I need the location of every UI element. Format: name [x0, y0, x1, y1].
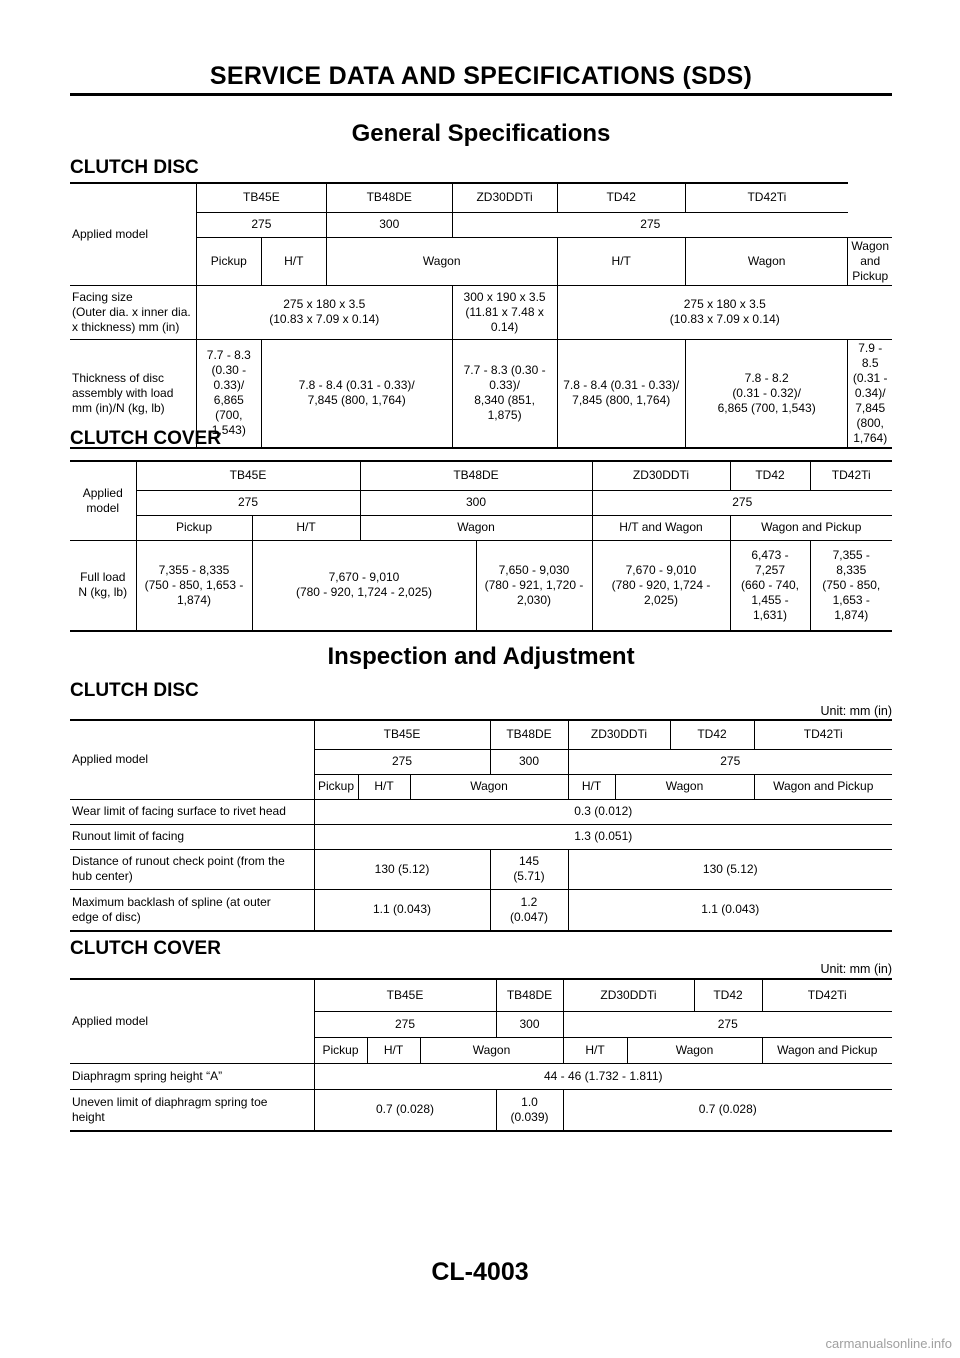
inspection-clutch-disc-heading: CLUTCH DISC — [70, 680, 199, 701]
thickness-value: 7.7 - 8.3 (0.30 - 0.33)/ 6,865 (700, 1,543) — [196, 339, 261, 448]
size-cell: 275 — [592, 490, 892, 515]
model-cell: TD42 — [670, 720, 754, 749]
model-cell: ZD30DDTi — [568, 720, 670, 749]
model-cell: TB45E — [314, 720, 490, 749]
inspection-clutch-cover-table — [70, 978, 892, 1132]
general-clutch-cover-table — [70, 460, 892, 632]
body-cell: Wagon — [326, 237, 557, 285]
size-cell: 275 — [563, 1011, 892, 1037]
full-load-value: 7,670 - 9,010 (780 - 920, 1,724 - 2,025) — [592, 540, 730, 631]
facing-size-value: 275 x 180 x 3.5 (10.83 x 7.09 x 0.14) — [196, 285, 452, 339]
spec-value: 0.7 (0.028) — [314, 1089, 496, 1131]
body-cell: Pickup — [136, 515, 252, 540]
inspection-title: Inspection and Adjustment — [327, 643, 635, 670]
model-cell: TD42 — [694, 979, 762, 1011]
spec-label: Diaphragm spring height “A” — [70, 1063, 314, 1089]
model-cell: TB45E — [136, 461, 360, 490]
model-cell: TD42Ti — [810, 461, 892, 490]
model-cell: TD42Ti — [685, 183, 848, 212]
body-cell: Wagon — [410, 774, 568, 799]
size-cell: 300 — [496, 1011, 563, 1037]
model-cell: ZD30DDTi — [592, 461, 730, 490]
model-cell: TB45E — [314, 979, 496, 1011]
thickness-value: 7.7 - 8.3 (0.30 - 0.33)/ 8,340 (851, 1,875) — [452, 339, 557, 448]
body-cell: Wagon — [685, 237, 848, 285]
page-number: CL-4003 — [431, 1258, 529, 1286]
spec-value: 0.7 (0.028) — [563, 1089, 892, 1131]
model-cell: TB45E — [196, 183, 326, 212]
spec-label: Distance of runout check point (from the hub center) — [70, 849, 314, 889]
body-cell: Wagon — [627, 1037, 762, 1063]
body-cell: Wagon and Pickup — [848, 237, 892, 285]
spec-value: 1.2 (0.047) — [490, 889, 568, 931]
full-load-value: 7,355 - 8,335 (750 - 850, 1,653 - 1,874) — [810, 540, 892, 631]
spec-label: Maximum backlash of spline (at outer edge of disc) — [70, 889, 314, 931]
model-cell: TD42Ti — [754, 720, 892, 749]
spec-value: 1.1 (0.043) — [568, 889, 892, 931]
body-cell: H/T — [557, 237, 685, 285]
size-cell: 275 — [314, 749, 490, 774]
facing-size-label: Facing size (Outer dia. x inner dia. x thickness) mm (in) — [70, 285, 196, 339]
inspection-disc-unit: Unit: mm (in) — [820, 704, 892, 718]
body-cell: Pickup — [314, 774, 358, 799]
body-cell: H/T — [367, 1037, 420, 1063]
body-cell: H/T — [261, 237, 326, 285]
spec-value: 130 (5.12) — [314, 849, 490, 889]
size-cell: 275 — [452, 212, 848, 237]
body-cell: Wagon — [420, 1037, 563, 1063]
inspection-cover-unit: Unit: mm (in) — [820, 962, 892, 976]
body-cell: H/T — [358, 774, 410, 799]
model-cell: TB48DE — [360, 461, 592, 490]
body-cell: Pickup — [196, 237, 261, 285]
spec-value: 0.3 (0.012) — [314, 799, 892, 824]
applied-model-label: Applied model — [70, 720, 314, 799]
full-load-value: 7,355 - 8,335 (750 - 850, 1,653 - 1,874) — [136, 540, 252, 631]
facing-size-value: 300 x 190 x 3.5 (11.81 x 7.48 x 0.14) — [452, 285, 557, 339]
thickness-value: 7.9 - 8.5 (0.31 - 0.34)/ 7,845 (800, 1,764) — [848, 339, 892, 448]
model-cell: TD42Ti — [762, 979, 892, 1011]
applied-model-label: Applied model — [70, 979, 314, 1063]
body-cell: Wagon and Pickup — [730, 515, 892, 540]
size-cell: 275 — [196, 212, 326, 237]
applied-model-label: Applied model — [70, 461, 136, 540]
body-cell: Wagon and Pickup — [754, 774, 892, 799]
spec-value: 130 (5.12) — [568, 849, 892, 889]
facing-size-value: 275 x 180 x 3.5 (10.83 x 7.09 x 0.14) — [557, 285, 892, 339]
general-clutch-cover-heading: CLUTCH COVER — [70, 428, 221, 449]
model-cell: TB48DE — [496, 979, 563, 1011]
inspection-clutch-disc-table — [70, 719, 892, 932]
full-load-label: Full load N (kg, lb) — [70, 540, 136, 631]
thickness-value: 7.8 - 8.4 (0.31 - 0.33)/ 7,845 (800, 1,764) — [261, 339, 452, 448]
model-cell: ZD30DDTi — [563, 979, 694, 1011]
spec-label: Uneven limit of diaphragm spring toe height — [70, 1089, 314, 1131]
full-load-value: 6,473 - 7,257 (660 - 740, 1,455 - 1,631) — [730, 540, 810, 631]
thickness-value: 7.8 - 8.4 (0.31 - 0.33)/ 7,845 (800, 1,764) — [557, 339, 685, 448]
size-cell: 275 — [568, 749, 892, 774]
page-header: SERVICE DATA AND SPECIFICATIONS (SDS) — [209, 62, 753, 90]
body-cell: H/T — [252, 515, 360, 540]
size-cell: 275 — [314, 1011, 496, 1037]
spec-label: Wear limit of facing surface to rivet head — [70, 799, 314, 824]
general-specifications-title: General Specifications — [351, 120, 611, 147]
disc-thickness-label: Thickness of disc assembly with load mm (in)/N (kg, lb) — [70, 339, 196, 448]
size-cell: 300 — [360, 490, 592, 515]
body-cell: Wagon — [615, 774, 754, 799]
size-cell: 300 — [490, 749, 568, 774]
full-load-value: 7,670 - 9,010 (780 - 920, 1,724 - 2,025) — [252, 540, 476, 631]
size-cell: 300 — [326, 212, 452, 237]
model-cell: TD42 — [730, 461, 810, 490]
spec-value: 44 - 46 (1.732 - 1.811) — [314, 1063, 892, 1089]
applied-model-label: Applied model — [70, 183, 196, 285]
spec-value: 145 (5.71) — [490, 849, 568, 889]
body-cell: Pickup — [314, 1037, 367, 1063]
model-cell: ZD30DDTi — [452, 183, 557, 212]
body-cell: H/T and Wagon — [592, 515, 730, 540]
general-clutch-disc-heading: CLUTCH DISC — [70, 157, 199, 178]
watermark: carmanualsonline.info — [825, 1336, 952, 1351]
model-cell: TB48DE — [490, 720, 568, 749]
body-cell: H/T — [568, 774, 615, 799]
inspection-clutch-cover-heading: CLUTCH COVER — [70, 938, 221, 959]
body-cell: H/T — [563, 1037, 627, 1063]
spec-label: Runout limit of facing — [70, 824, 314, 849]
spec-value: 1.0 (0.039) — [496, 1089, 563, 1131]
spec-value: 1.3 (0.051) — [314, 824, 892, 849]
body-cell: Wagon — [360, 515, 592, 540]
body-cell: Wagon and Pickup — [762, 1037, 892, 1063]
general-clutch-disc-table — [70, 182, 892, 449]
spec-value: 1.1 (0.043) — [314, 889, 490, 931]
size-cell: 275 — [136, 490, 360, 515]
header-rule — [70, 93, 892, 96]
full-load-value: 7,650 - 9,030 (780 - 921, 1,720 - 2,030) — [476, 540, 592, 631]
model-cell: TB48DE — [326, 183, 452, 212]
thickness-value: 7.8 - 8.2 (0.31 - 0.32)/ 6,865 (700, 1,543) — [685, 339, 848, 448]
model-cell: TD42 — [557, 183, 685, 212]
